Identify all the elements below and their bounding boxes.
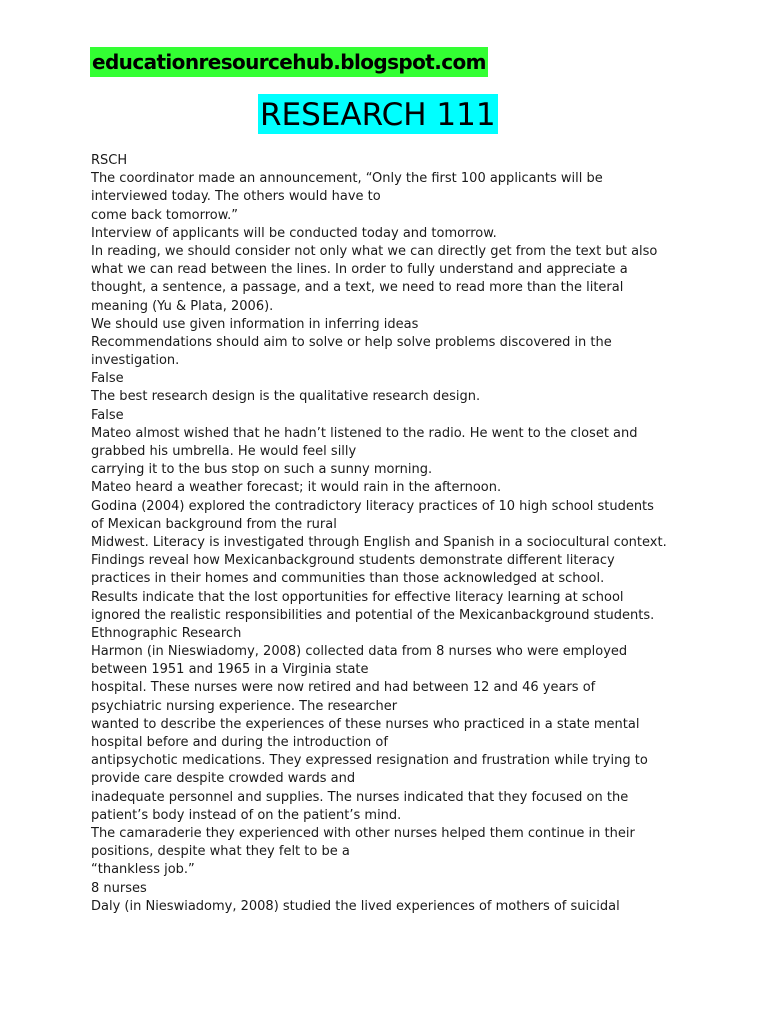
text-line: 8 nurses	[91, 880, 147, 896]
text-line: what we can read between the lines. In order to fully understand and appreciate a	[91, 262, 628, 278]
text-line: meaning (Yu & Plata, 2006).	[91, 298, 274, 314]
text-line: patient’s body instead of on the patient’s mind.	[91, 807, 402, 823]
text-line: antipsychotic medications. They expressed resignation and frustration while trying to	[91, 753, 648, 769]
text-line: We should use given information in inferring ideas	[91, 316, 419, 332]
text-line: False	[91, 371, 124, 387]
text-line: “thankless job.”	[91, 862, 195, 878]
text-line: grabbed his umbrella. He would feel silly	[91, 444, 357, 459]
text-line: interviewed today. The others would have to	[91, 189, 381, 205]
text-line: Results indicate that the lost opportunities for effective literacy learning at school	[91, 589, 624, 605]
blog-url-banner: educationresourcehub.blogspot.com	[90, 47, 488, 77]
text-line: The camaraderie they experienced with other nurses helped them continue in their	[91, 825, 635, 841]
text-line: The best research design is the qualitative research design.	[91, 389, 481, 405]
text-line: Daly (in Nieswiadomy, 2008) studied the lived experiences of mothers of suicidal	[91, 898, 620, 914]
text-line: Mateo almost wished that he hadn’t listened to the radio. He went to the closet and	[91, 425, 638, 441]
page-title: RESEARCH 111	[258, 94, 498, 134]
text-line: carrying it to the bus stop on such a sunny morning.	[91, 462, 433, 478]
text-line: ignored the realistic responsibilities and potential of the Mexicanbackground students.	[91, 607, 655, 623]
text-line: come back tomorrow.”	[91, 207, 239, 223]
text-line: False	[91, 407, 124, 423]
text-line: Ethnographic Research	[91, 625, 242, 641]
text-line: investigation.	[91, 353, 180, 369]
text-line: positions, despite what they felt to be a	[91, 844, 350, 860]
text-line: Mateo heard a weather forecast; it would rain in the afternoon.	[91, 480, 502, 496]
text-line: wanted to describe the experiences of these nurses who practiced in a state mental	[91, 716, 640, 732]
text-line: provide care despite crowded wards and	[91, 771, 356, 787]
text-line: Midwest. Literacy is investigated through English and Spanish in a sociocultural context.	[91, 534, 667, 550]
text-line: practices in their homes and communities than those acknowledged at school.	[91, 571, 605, 587]
text-line: psychiatric nursing experience. The researcher	[91, 698, 398, 714]
text-line: between 1951 and 1965 in a Virginia state	[91, 662, 369, 678]
text-line: The coordinator made an announcement, “Only the first 100 applicants will be	[91, 171, 603, 187]
document-body	[91, 152, 691, 916]
text-line: Recommendations should aim to solve or help solve problems discovered in the	[91, 334, 612, 350]
text-line: hospital before and during the introduction of	[91, 735, 388, 750]
text-line: In reading, we should consider not only what we can directly get from the text but also	[91, 243, 658, 259]
text-line: RSCH	[91, 153, 128, 168]
text-line: of Mexican background from the rural	[91, 516, 337, 532]
text-line: Interview of applicants will be conducted today and tomorrow.	[91, 225, 497, 241]
text-line: Godina (2004) explored the contradictory literacy practices of 10 high school students	[91, 498, 654, 514]
text-line: hospital. These nurses were now retired and had between 12 and 46 years of	[91, 680, 596, 696]
text-line: inadequate personnel and supplies. The nurses indicated that they focused on the	[91, 789, 629, 805]
text-line: Harmon (in Nieswiadomy, 2008) collected data from 8 nurses who were employed	[91, 644, 628, 660]
text-line: thought, a sentence, a passage, and a text, we need to read more than the literal	[91, 280, 624, 296]
text-line: Findings reveal how Mexicanbackground students demonstrate different literacy	[91, 553, 615, 569]
